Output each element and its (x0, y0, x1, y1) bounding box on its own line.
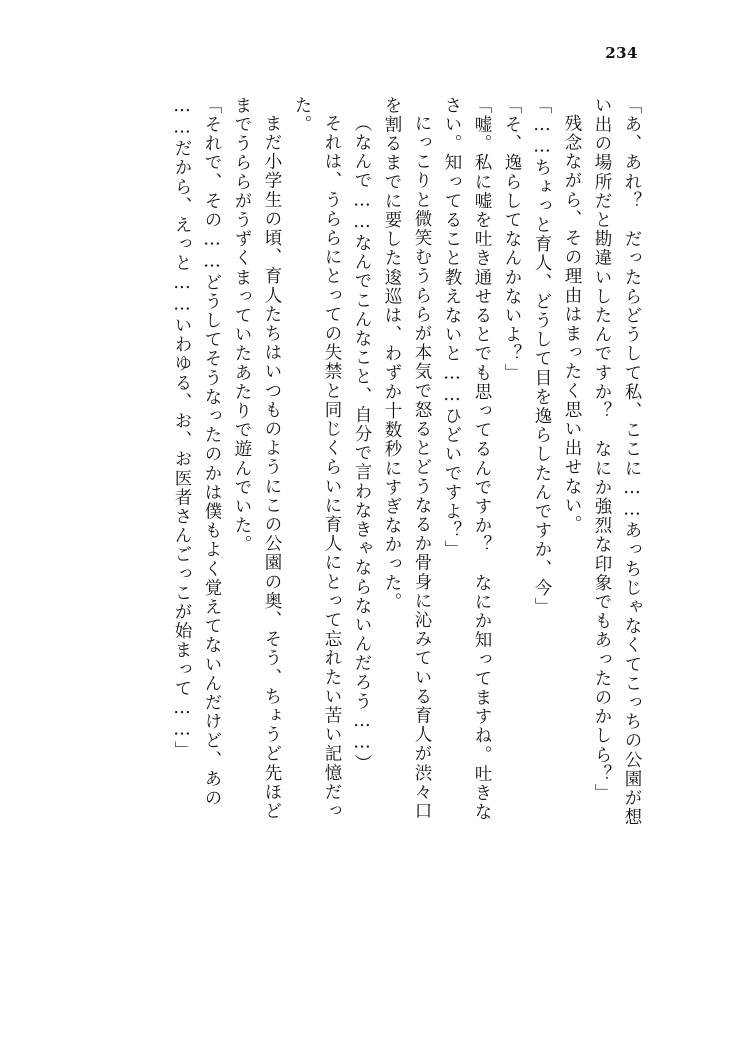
text-column: それは、うららにとっての失禁と同じくらいに育人にとって忘れたい苦い記憶だっ (322, 114, 342, 821)
text-column: を割るまでに要した逡巡は、わずか十数秒にすぎなかった。 (382, 96, 402, 612)
text-column: 「あ、あれ？ だったらどうして私、ここに……あっちじゃなくてこっちの公園が想 (622, 96, 642, 827)
page-number: 234 (605, 44, 638, 62)
text-column: にっこりと微笑むうららが本気で怒るとどうなるか骨身に沁みている育人が渋々口 (412, 114, 432, 821)
text-column: さい。知ってること教えないと……ひどいですよ？」 (442, 96, 462, 560)
text-column: （なんで……なんでこんなこと、自分で言わなきゃならないんだろう……） (352, 114, 372, 774)
text-column: 残念ながら、その理由はまったく思い出せない。 (562, 114, 582, 535)
text-column: 「……ちょっと育人、どうして目を逸らしたんですか、今」 (532, 96, 552, 617)
text-column: い出の場所だと勘違いしたんですか？ なにか強烈な印象でもあったのかしら？」 (592, 96, 612, 803)
text-column: た。 (292, 96, 312, 135)
text-column: までうららがうずくまっていたあたりで遊んでいた。 (232, 96, 252, 555)
text-column: まだ小学生の頃、育人たちはいつものようにこの公園の奥、そう、ちょうど先ほど (262, 114, 282, 821)
text-column: 「嘘。私に嘘を吐き通せるとでも思ってるんですか？ なにか知ってますね。吐きな (472, 96, 492, 822)
text-column: 「それで、その……どうしてそうなったのかは僕もよく覚えてないんだけど、あの (202, 96, 222, 808)
text-column: 「そ、逸らしてなんかないよ？」 (502, 96, 522, 383)
text-column: ……だから、えっと……いわゆる、お、お医者さんごっこが始まって……」 (172, 96, 192, 761)
vertical-text-body (96, 96, 640, 856)
